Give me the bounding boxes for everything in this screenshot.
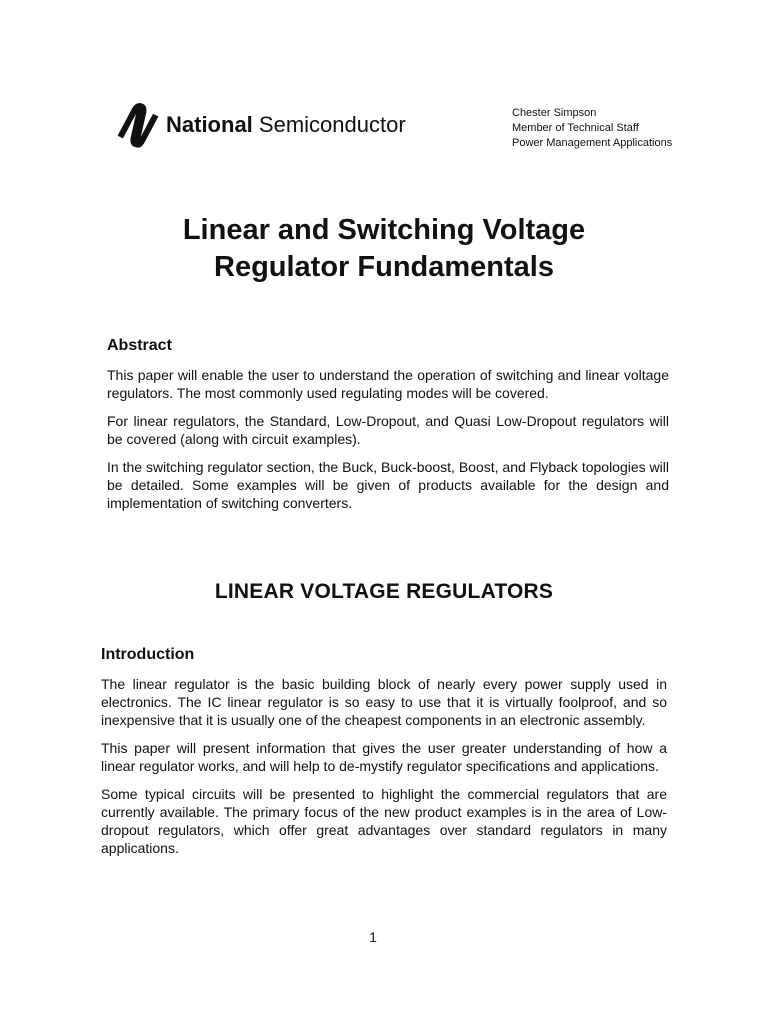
brand-name — [166, 112, 406, 138]
section-heading-linear: LINEAR VOLTAGE REGULATORS — [214, 580, 554, 603]
national-semiconductor-logo-icon — [116, 98, 160, 152]
brand-name-light: Semiconductor — [258, 112, 406, 137]
author-department: Power Management Applications — [512, 137, 673, 149]
author-info — [512, 106, 672, 151]
abstract-paragraph: For linear regulators, the Standard, Low-Dropout, and Quasi Low-Dropout regulators will be covered (along with circuit examples). — [107, 413, 669, 447]
abstract-paragraph: This paper will enable the user to understand the operation of switching and linear voltage regulators. The most commonly used regulating modes will be covered. — [107, 367, 669, 401]
introduction-paragraph: Some typical circuits will be presented to highlight the commercial regulators that are currently available. The primary focus of the new product examples is in the area of Low-dropout regulators, which offer great advantages over standard regulators in many applications. — [101, 786, 667, 856]
introduction-paragraph: This paper will present information that gives the user greater understanding of how a linear regulator works, and will help to de-mystify regulator specifications and applications. — [101, 740, 667, 774]
title-line-2: Regulator Fundamentals — [214, 251, 554, 283]
title-line-1: Linear and Switching Voltage — [182, 214, 586, 246]
page-number: 1 — [369, 929, 377, 945]
introduction-heading: Introduction — [101, 646, 195, 663]
abstract-body — [107, 366, 669, 522]
author-name: Chester Simpson — [512, 107, 597, 119]
author-role: Member of Technical Staff — [512, 122, 639, 134]
abstract-heading: Abstract — [107, 337, 172, 354]
brand-name-strong: National — [166, 112, 253, 137]
introduction-paragraph: The linear regulator is the basic building block of nearly every power supply used in electronics. The IC linear regulator is so easy to use that it is virtually foolproof, and so inexpensive that it is usually one of the cheapest components in an electronic assembly. — [101, 676, 667, 728]
document-title — [0, 212, 768, 286]
abstract-paragraph: In the switching regulator section, the Buck, Buck-boost, Boost, and Flyback topologies will be detailed. Some examples will be given of products available for the design and implementation of switching converters. — [107, 459, 669, 511]
company-logo — [116, 98, 406, 152]
introduction-body — [101, 675, 667, 867]
